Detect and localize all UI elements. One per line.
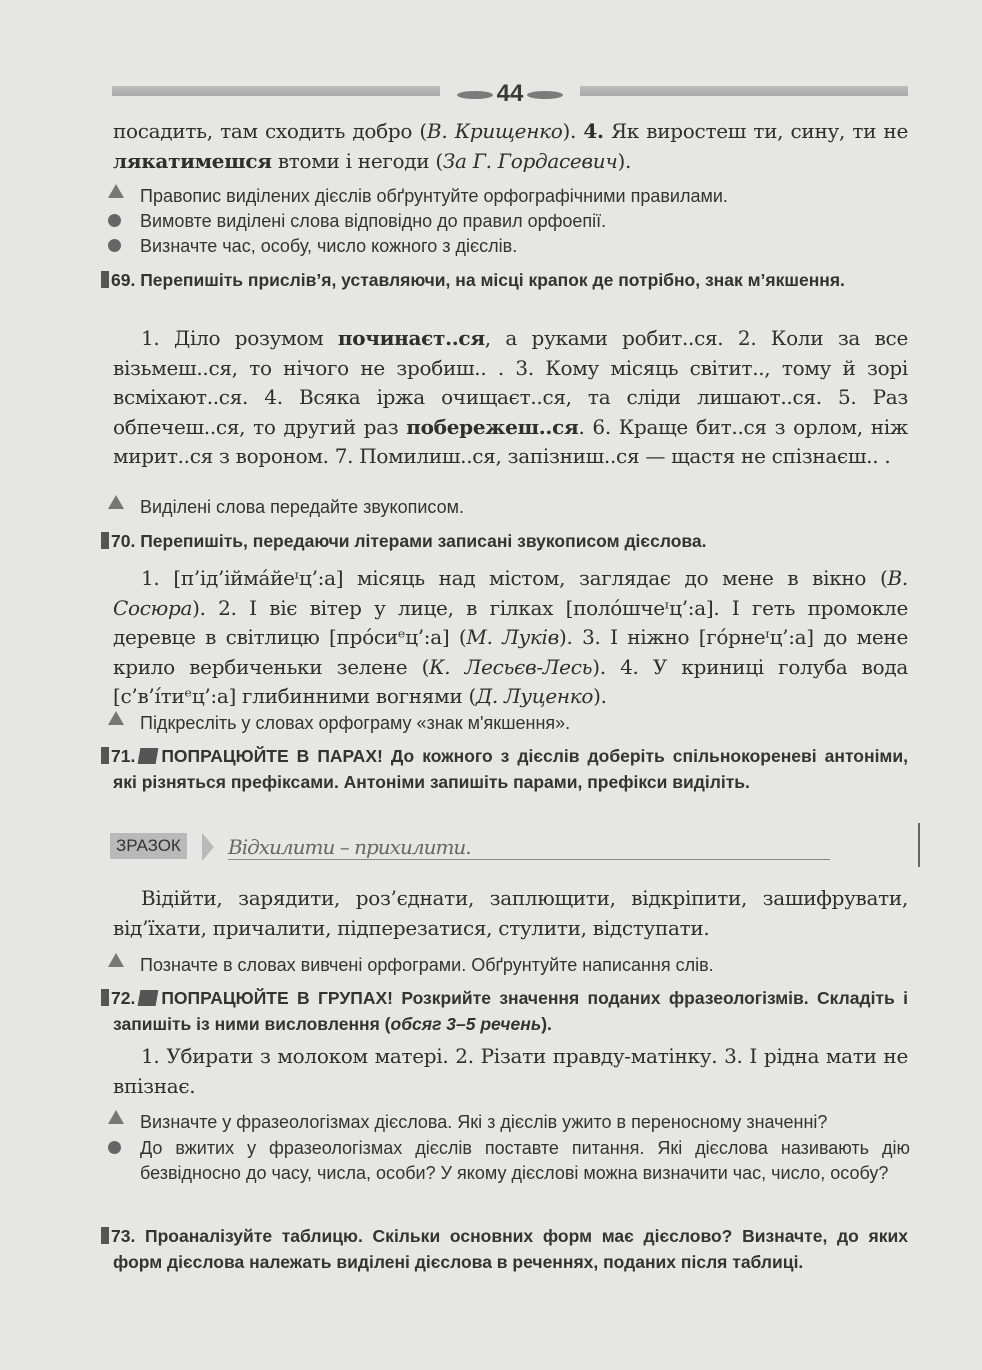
arrow-icon — [108, 953, 124, 967]
author-name: К. Лесьєв-Лесь — [429, 654, 593, 679]
text-segment: ). 3. І ніжно [гóрнеᶦц’:а] до мене крило вербиченьки зелене ( — [113, 625, 908, 679]
exercise-70-title: 70. Перепишіть, передаючи літерами записані звукописом дієслова. — [113, 528, 908, 554]
exercise-69-text — [113, 324, 908, 472]
bold-word: 4. — [583, 119, 604, 143]
text-segment: 1. [п’ід’іймáйеᶦц’:а] місяць над містом, заглядає до мене в вікно ( — [141, 566, 888, 590]
text-segment: втоми і негоди ( — [271, 148, 443, 173]
bullet: Підкресліть у словах орфограму «знак м'якшення». — [140, 711, 910, 736]
text-segment: ). 4. У криниці голуба вода [с’в’íтиᵉц’:а] глибинними вогнями ( — [113, 654, 909, 708]
arrow-icon — [108, 1110, 124, 1124]
arrow-icon — [108, 184, 124, 198]
bold-word: побережеш..ся — [406, 414, 579, 439]
page-number: 44 — [440, 80, 580, 108]
text-segment: посадить, там сходить добро ( — [113, 119, 427, 143]
exercise-71-text: Відійти, зарядити, роз’єднати, заплющити, відкріпити, зашифрувати, від’їхати, причалити, підперезатися, стулити, відступати. — [113, 886, 908, 940]
exercise-69-title: 69. Перепишіть прислів’я, уставляючи, на місці крапок де потрібно, знак м’якшення. — [113, 267, 908, 293]
arrow-icon — [108, 495, 124, 509]
author-name: В. Крищенко — [426, 119, 563, 143]
bullet: До вжитих у фразеологізмах дієслів поставте питання. Які дієслова називають дію безвідносно до часу, числа, особи? У якому дієслові можна визначити час, число, особу? — [140, 1136, 910, 1186]
exercise-70-text — [113, 564, 908, 712]
text-segment: Як виростеш ти, сину, ти не — [603, 119, 908, 143]
exercise-73-title: 73. Проаналізуйте таблицю. Скільки основних форм має дієслово? Визначте, до яких форм дієслова належать виділені дієслова в реченнях, поданих після таблиці. — [113, 1223, 908, 1275]
sample-box: ЗРАЗОК Відхилити – прихилити. — [110, 833, 830, 865]
text-segment: . 6. Краще бит..ся з орлом, ніж мирит..ся з вороном. 7. Помилиш..ся, запізниш..ся — щастя не спізнаєш.. . — [113, 414, 908, 468]
arrow-icon — [108, 711, 124, 725]
author-name: М. Луків — [466, 625, 559, 649]
bullet-dot-icon — [108, 239, 121, 252]
exercise-72-text: 1. Убирати з молоком матері. 2. Різати правду-матінку. 3. І рідна мати не впізнає. — [113, 1044, 908, 1098]
exercise-71-title: 71. ПОПРАЦЮЙТЕ В ПАРАХ! До кожного з дієслів доберіть спільнокореневі антоніми, які різняться префіксами. Антоніми запишіть парами, префікси виділіть. — [113, 743, 908, 795]
ornament-left-icon — [457, 91, 493, 99]
ornament-right-icon — [527, 91, 563, 99]
author-name: В. Сосюра — [113, 566, 908, 620]
text-segment: ). 2. І віє вітер у лице, в гілках [полóшчеᶦц’:а]. І геть промокле деревце в світлицю [прóсиᵉц’:а] ( — [113, 595, 908, 649]
bullet: Визначте у фразеологізмах дієслова. Які з дієслів ужито в переносному значенні? — [140, 1110, 910, 1135]
bullet-dot-icon — [108, 214, 121, 227]
text-segment: ). — [617, 148, 632, 173]
intro-text — [113, 117, 908, 176]
bold-word: починаєт..ся — [337, 326, 485, 350]
author-name: Д. Луценко — [475, 684, 594, 708]
bullet: Правопис виділених дієслів обґрунтуйте орфографічними правилами. — [140, 184, 910, 209]
text-segment: ). — [562, 119, 584, 143]
exercise-72-title: 72. ПОПРАЦЮЙТЕ В ГРУПАХ! Розкрийте значення поданих фразеологізмів. Складіть і запишіть із ними висловлення (обсяг 3–5 речень). — [113, 985, 908, 1037]
text-segment: ). — [593, 684, 607, 708]
bold-word: лякатимешся — [113, 148, 272, 173]
text-segment: 1. Діло розумом — [141, 326, 338, 350]
bullet-dot-icon — [108, 1141, 121, 1154]
bullet: Виділені слова передайте звукописом. — [140, 495, 910, 520]
pencil-icon — [138, 748, 159, 764]
bullet: Позначте в словах вивчені орфограми. Обґрунтуйте написання слів. — [140, 953, 910, 978]
bullet: Визначте час, особу, число кожного з дієслів. — [140, 234, 910, 259]
author-name: За Г. Гордасевич — [442, 148, 618, 173]
text-segment: , а руками робит..ся. 2. Коли за все візьмеш..ся, то нічого не зробиш.. . 3. Кому місяць світит.., тому й зорі всміхают..ся. 4. Всяка іржа очищаєт..ся, та сліди лишают..ся. 5. Раз обпечеш..ся, то другий раз — [113, 326, 908, 439]
pencil-icon — [138, 990, 159, 1006]
bullet: Вимовте виділені слова відповідно до правил орфоепії. — [140, 209, 910, 234]
